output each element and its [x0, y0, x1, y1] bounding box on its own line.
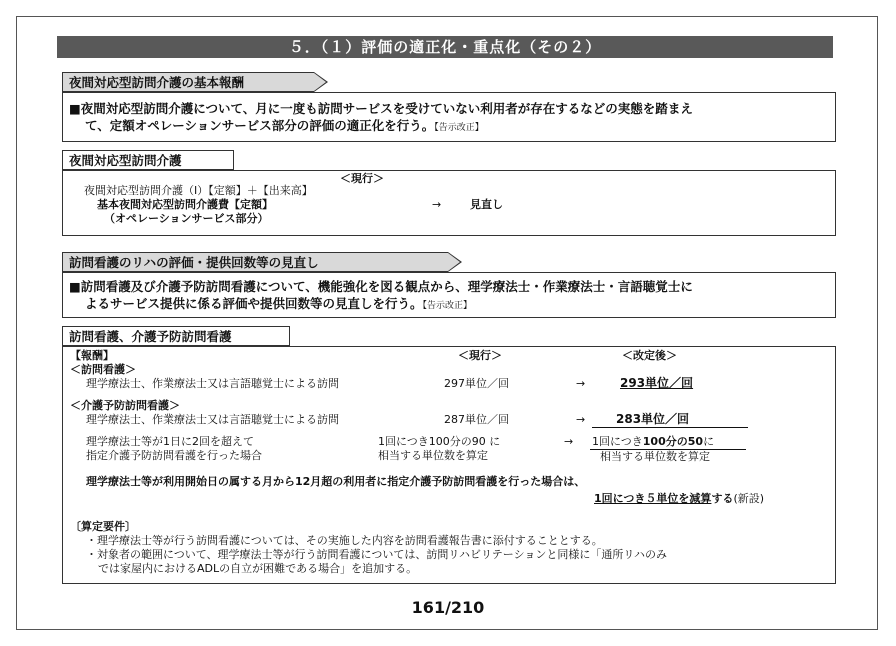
section2-text-line2: よるサービス提供に係る評価や提供回数等の見直しを行う。【告示改正】: [85, 296, 473, 311]
kango-revised: 293単位／回: [620, 376, 694, 390]
section1-description: [62, 92, 836, 142]
reward-label: 【報酬】: [70, 349, 114, 362]
section2-text-line1: ■訪問看護及び介護予防訪問看護について、機能強化を図る観点から、理学療法士・作業療法士・言語聴覚士に: [69, 279, 693, 294]
over2-revised-line2: 相当する単位数を算定: [600, 450, 710, 463]
subsection-tag-night-visit-care: 夜間対応型訪問介護: [62, 150, 234, 170]
kango-header: ＜訪問看護＞: [70, 363, 136, 376]
arrow-icon: →: [576, 377, 586, 390]
requirements-header: 〔算定要件〕: [70, 520, 136, 533]
yobo-row-label: 理学療法士、作業療法士又は言語聴覚士による訪問: [86, 413, 339, 426]
page-number: 161/210: [411, 598, 485, 617]
yobo-header: ＜介護予防訪問看護＞: [70, 399, 180, 412]
revised-header: ＜改定後＞: [622, 349, 677, 362]
arrow-icon: →: [432, 198, 442, 211]
current-header: ＜現行＞: [458, 349, 502, 362]
section-tag-label: 訪問看護のリハの評価・提供回数等の見直し: [69, 255, 319, 270]
section2-description: [62, 272, 836, 318]
kango-row-label: 理学療法士、作業療法士又は言語聴覚士による訪問: [86, 377, 339, 390]
section1-text-line1: ■夜間対応型訪問介護について、月に一度も訪問サービスを受けていない利用者が存在するなどの実態を踏まえ: [69, 101, 693, 116]
yobo-revised: 283単位／回: [616, 412, 690, 426]
detail-line3: （オペレーションサービス部分）: [104, 212, 269, 225]
requirement-item-cont: では家屋内におけるADLの自立が困難である場合」を追加する。: [98, 562, 418, 575]
arrow-icon: →: [564, 435, 574, 448]
current-header: ＜現行＞: [340, 172, 384, 185]
requirement-item: ・対象者の範囲について、理学療法士等が行う訪問看護については、訪問リハビリテーションと同様に「通所リハのみ: [86, 548, 668, 561]
page-title: ５．（１）評価の適正化・重点化（その２）: [57, 36, 833, 58]
detail-line1: 夜間対応型訪問介護（Ⅰ）【定額】＋【出来高】: [84, 184, 313, 197]
over2-revised-line1: 1回につき100分の50に: [592, 435, 715, 448]
arrow-icon: →: [576, 413, 586, 426]
subsection-tag-visiting-nursing: 訪問看護、介護予防訪問看護: [62, 326, 290, 346]
over2-label-line2: 指定介護予防訪問看護を行った場合: [86, 449, 262, 462]
over2-current-line1: 1回につき100分の90 に: [378, 435, 501, 448]
section-tag-night-visit-care: [62, 72, 314, 92]
yobo-current: 287単位／回: [444, 413, 509, 426]
requirement-item: ・理学療法士等が行う訪問看護については、その実施した内容を訪問看護報告書に添付することとする。: [86, 534, 603, 547]
underline-rule: [592, 427, 748, 428]
section-tag-rehab-review: [62, 252, 448, 272]
over2-current-line2: 相当する単位数を算定: [378, 449, 488, 462]
result-text: 見直し: [470, 198, 503, 211]
over2-label-line1: 理学療法士等が1日に2回を超えて: [86, 435, 254, 448]
kango-current: 297単位／回: [444, 377, 509, 390]
reduction-note-line1: 理学療法士等が利用開始日の属する月から12月超の利用者に指定介護予防訪問看護を行った場合は、: [86, 475, 586, 488]
section-tag-label: 夜間対応型訪問介護の基本報酬: [69, 75, 245, 90]
detail-line2: 基本夜間対応型訪問介護費【定額】: [97, 198, 273, 211]
section1-text-line2: て、定額オペレーションサービス部分の評価の適正化を行う。【告示改正】: [85, 118, 484, 133]
reduction-note-line2: 1回につき５単位を減算する(新設): [594, 492, 765, 505]
